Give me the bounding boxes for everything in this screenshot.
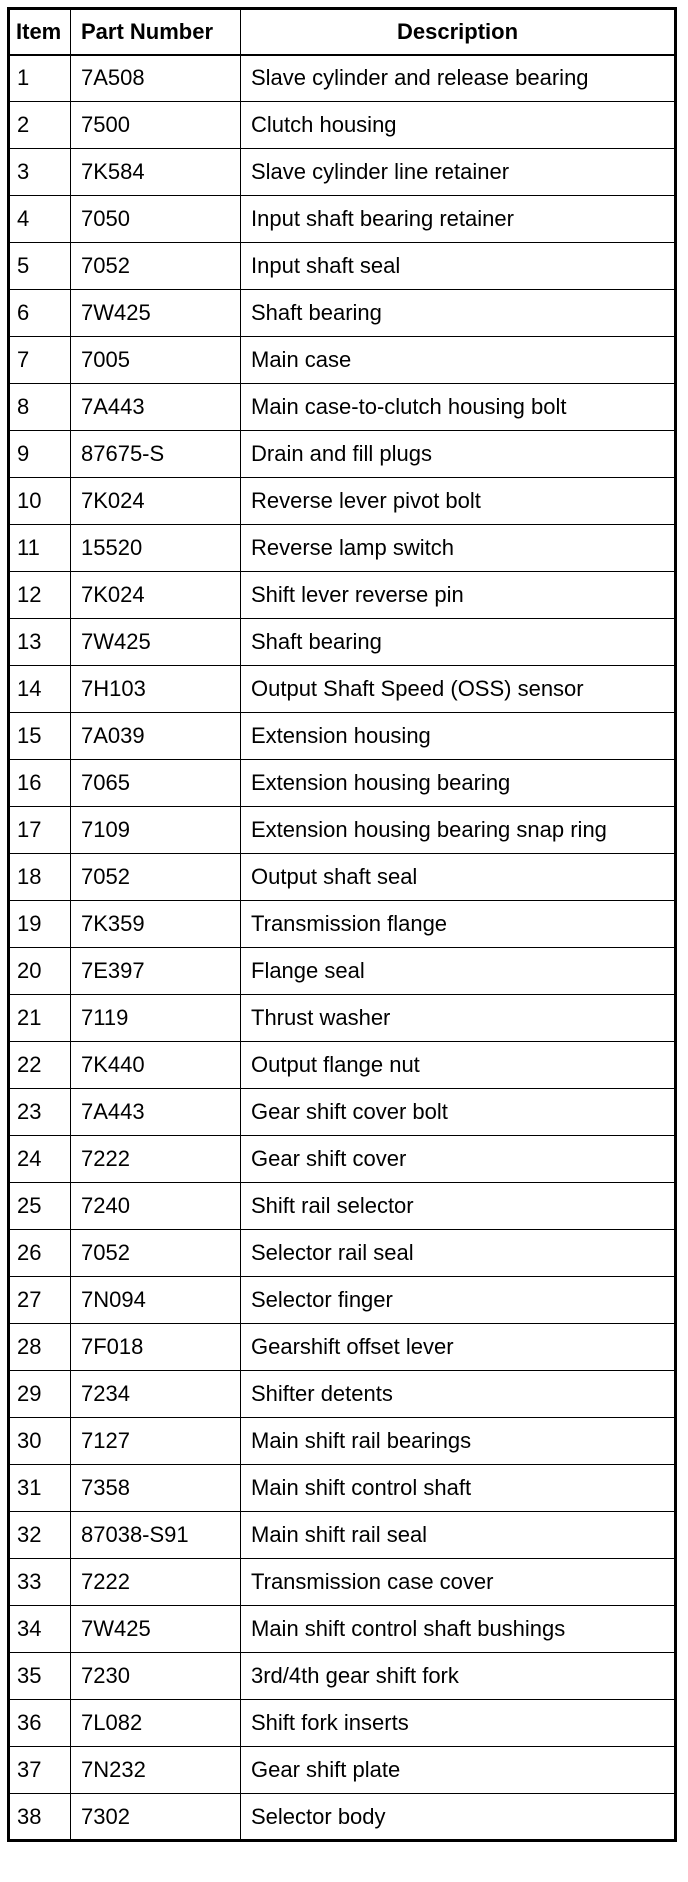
table-row	[9, 149, 676, 196]
cell-description: Main case	[241, 337, 676, 384]
cell-part-number: 7F018	[71, 1324, 241, 1371]
cell-description: Main shift rail seal	[241, 1512, 676, 1559]
cell-description: Slave cylinder and release bearing	[241, 55, 676, 102]
cell-item: 23	[9, 1089, 71, 1136]
table-row	[9, 995, 676, 1042]
table-row	[9, 807, 676, 854]
table-row	[9, 1183, 676, 1230]
table-row	[9, 1371, 676, 1418]
cell-part-number: 7W425	[71, 290, 241, 337]
table-row	[9, 1465, 676, 1512]
cell-description: Transmission case cover	[241, 1559, 676, 1606]
cell-part-number: 7K024	[71, 478, 241, 525]
table-row	[9, 1324, 676, 1371]
cell-item: 22	[9, 1042, 71, 1089]
cell-description: Input shaft bearing retainer	[241, 196, 676, 243]
cell-part-number: 7500	[71, 102, 241, 149]
cell-description: Input shaft seal	[241, 243, 676, 290]
cell-item: 14	[9, 666, 71, 713]
cell-item: 24	[9, 1136, 71, 1183]
cell-item: 7	[9, 337, 71, 384]
cell-item: 20	[9, 948, 71, 995]
cell-part-number: 7005	[71, 337, 241, 384]
cell-item: 18	[9, 854, 71, 901]
cell-description: Clutch housing	[241, 102, 676, 149]
table-row	[9, 1418, 676, 1465]
cell-description: Main case-to-clutch housing bolt	[241, 384, 676, 431]
table-row	[9, 196, 676, 243]
cell-item: 10	[9, 478, 71, 525]
cell-item: 26	[9, 1230, 71, 1277]
cell-description: Gear shift cover	[241, 1136, 676, 1183]
cell-item: 25	[9, 1183, 71, 1230]
cell-item: 31	[9, 1465, 71, 1512]
cell-item: 8	[9, 384, 71, 431]
cell-part-number: 7234	[71, 1371, 241, 1418]
cell-description: Shaft bearing	[241, 619, 676, 666]
table-row	[9, 1606, 676, 1653]
table-row	[9, 901, 676, 948]
cell-part-number: 87038-S91	[71, 1512, 241, 1559]
cell-description: Gear shift plate	[241, 1747, 676, 1794]
cell-item: 15	[9, 713, 71, 760]
cell-part-number: 7065	[71, 760, 241, 807]
cell-part-number: 7A443	[71, 384, 241, 431]
table-row	[9, 948, 676, 995]
cell-description: Gear shift cover bolt	[241, 1089, 676, 1136]
cell-item: 21	[9, 995, 71, 1042]
cell-description: Shift lever reverse pin	[241, 572, 676, 619]
cell-part-number: 7A508	[71, 55, 241, 102]
cell-description: Extension housing	[241, 713, 676, 760]
parts-table	[7, 7, 677, 1842]
cell-description: Shaft bearing	[241, 290, 676, 337]
cell-item: 38	[9, 1794, 71, 1841]
cell-description: Main shift control shaft bushings	[241, 1606, 676, 1653]
table-row	[9, 55, 676, 102]
cell-item: 3	[9, 149, 71, 196]
cell-description: Selector rail seal	[241, 1230, 676, 1277]
table-row	[9, 478, 676, 525]
cell-part-number: 7E397	[71, 948, 241, 995]
cell-part-number: 7K359	[71, 901, 241, 948]
cell-item: 27	[9, 1277, 71, 1324]
cell-part-number: 7K024	[71, 572, 241, 619]
cell-item: 32	[9, 1512, 71, 1559]
cell-description: Shift rail selector	[241, 1183, 676, 1230]
cell-description: Gearshift offset lever	[241, 1324, 676, 1371]
cell-description: Extension housing bearing snap ring	[241, 807, 676, 854]
cell-part-number: 7222	[71, 1136, 241, 1183]
cell-description: Output flange nut	[241, 1042, 676, 1089]
table-body	[9, 55, 676, 1841]
cell-part-number: 7N232	[71, 1747, 241, 1794]
cell-part-number: 87675-S	[71, 431, 241, 478]
cell-item: 37	[9, 1747, 71, 1794]
cell-description: Slave cylinder line retainer	[241, 149, 676, 196]
cell-item: 29	[9, 1371, 71, 1418]
cell-part-number: 7127	[71, 1418, 241, 1465]
table-row	[9, 243, 676, 290]
cell-item: 30	[9, 1418, 71, 1465]
cell-item: 12	[9, 572, 71, 619]
cell-part-number: 7302	[71, 1794, 241, 1841]
cell-item: 4	[9, 196, 71, 243]
cell-item: 16	[9, 760, 71, 807]
column-header-item: Item	[9, 9, 71, 55]
table-row	[9, 619, 676, 666]
cell-part-number: 7K440	[71, 1042, 241, 1089]
cell-item: 36	[9, 1700, 71, 1747]
cell-item: 17	[9, 807, 71, 854]
cell-description: Thrust washer	[241, 995, 676, 1042]
cell-item: 9	[9, 431, 71, 478]
cell-part-number: 7230	[71, 1653, 241, 1700]
cell-item: 1	[9, 55, 71, 102]
cell-part-number: 7W425	[71, 1606, 241, 1653]
table-row	[9, 102, 676, 149]
cell-description: Reverse lever pivot bolt	[241, 478, 676, 525]
cell-item: 5	[9, 243, 71, 290]
cell-part-number: 7052	[71, 1230, 241, 1277]
table-row	[9, 1653, 676, 1700]
cell-description: Selector body	[241, 1794, 676, 1841]
table-row	[9, 1794, 676, 1841]
column-header-part-number: Part Number	[71, 9, 241, 55]
cell-description: Flange seal	[241, 948, 676, 995]
table-row	[9, 1089, 676, 1136]
table-row	[9, 525, 676, 572]
cell-part-number: 7H103	[71, 666, 241, 713]
table-row	[9, 1230, 676, 1277]
cell-part-number: 7240	[71, 1183, 241, 1230]
cell-item: 28	[9, 1324, 71, 1371]
cell-description: Shift fork inserts	[241, 1700, 676, 1747]
table-row	[9, 854, 676, 901]
cell-item: 11	[9, 525, 71, 572]
cell-part-number: 7358	[71, 1465, 241, 1512]
cell-part-number: 7052	[71, 243, 241, 290]
table-row	[9, 431, 676, 478]
column-header-description: Description	[241, 9, 676, 55]
cell-description: Output shaft seal	[241, 854, 676, 901]
cell-part-number: 7A039	[71, 713, 241, 760]
cell-part-number: 7W425	[71, 619, 241, 666]
cell-part-number: 7K584	[71, 149, 241, 196]
table-row	[9, 572, 676, 619]
cell-part-number: 7222	[71, 1559, 241, 1606]
table-row	[9, 337, 676, 384]
table-row	[9, 1700, 676, 1747]
cell-part-number: 7119	[71, 995, 241, 1042]
cell-description: Drain and fill plugs	[241, 431, 676, 478]
header-row	[9, 9, 676, 55]
cell-description: Main shift control shaft	[241, 1465, 676, 1512]
cell-item: 2	[9, 102, 71, 149]
cell-part-number: 7N094	[71, 1277, 241, 1324]
table-row	[9, 760, 676, 807]
table-header	[9, 9, 676, 55]
cell-description: Selector finger	[241, 1277, 676, 1324]
table-row	[9, 1559, 676, 1606]
table-row	[9, 666, 676, 713]
cell-item: 34	[9, 1606, 71, 1653]
table-row	[9, 1512, 676, 1559]
cell-part-number: 15520	[71, 525, 241, 572]
table-row	[9, 1747, 676, 1794]
cell-description: Main shift rail bearings	[241, 1418, 676, 1465]
cell-item: 33	[9, 1559, 71, 1606]
cell-item: 19	[9, 901, 71, 948]
cell-description: Transmission flange	[241, 901, 676, 948]
table-row	[9, 384, 676, 431]
cell-description: Extension housing bearing	[241, 760, 676, 807]
cell-description: Shifter detents	[241, 1371, 676, 1418]
cell-part-number: 7109	[71, 807, 241, 854]
cell-description: Output Shaft Speed (OSS) sensor	[241, 666, 676, 713]
table-row	[9, 713, 676, 760]
table-row	[9, 290, 676, 337]
cell-part-number: 7A443	[71, 1089, 241, 1136]
cell-part-number: 7L082	[71, 1700, 241, 1747]
table-row	[9, 1277, 676, 1324]
table-row	[9, 1136, 676, 1183]
cell-item: 6	[9, 290, 71, 337]
cell-description: Reverse lamp switch	[241, 525, 676, 572]
cell-part-number: 7050	[71, 196, 241, 243]
cell-item: 35	[9, 1653, 71, 1700]
cell-description: 3rd/4th gear shift fork	[241, 1653, 676, 1700]
table-row	[9, 1042, 676, 1089]
cell-part-number: 7052	[71, 854, 241, 901]
cell-item: 13	[9, 619, 71, 666]
